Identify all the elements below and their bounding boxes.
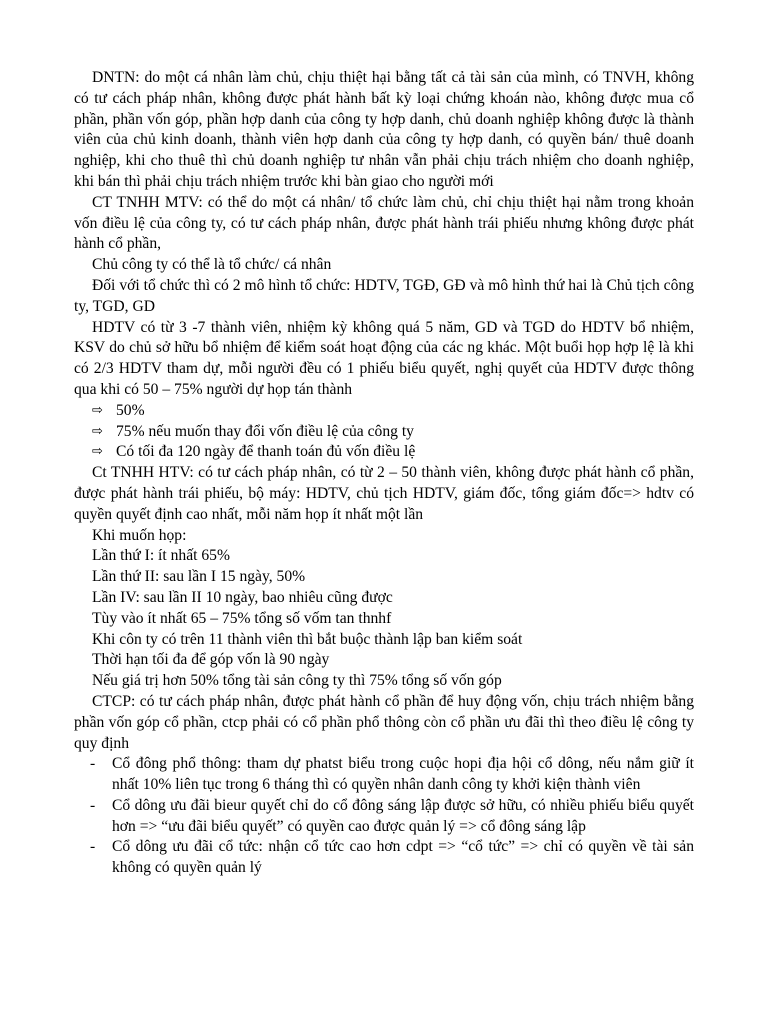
dash-list-item [74,837,694,879]
plain-line: Lần thứ II: sau lần I 15 ngày, 50% [92,568,306,586]
plain-line: Lần thứ I: ít nhất 65% [92,547,230,565]
dash-list-item-text: Cổ dông ưu đãi cổ tức: nhận cổ tức cao hơn cdpt => “cổ tức” => chỉ có quyền về tài sản không có quyền quản lý [112,838,694,877]
arrow-right-icon: ⇨ [92,402,103,418]
paragraph-ct-tnhh-mtv: CT TNHH MTV: có thể do một cá nhân/ tổ chức làm chủ, chỉ chịu thiệt hại nằm trong khoản vốn điều lệ của công ty, có tư cách pháp nhân, được phát hành trái phiếu nhưng không được phát hành cổ phần, [74,193,694,253]
paragraph-ct-tnhh-htv: Ct TNHH HTV: có tư cách pháp nhân, có từ 2 – 50 thành viên, không được phát hành cổ phần, được phát hành trái phiếu, bộ máy: HDTV, chủ tịch HDTV, giám đốc, tổng giám đốc=> hdtv có quyền quyết định cao nhất, mỗi năm họp ít nhất một lần [74,464,694,523]
arrow-list-item-text: 75% nếu muốn thay đổi vốn điều lệ của công ty [116,422,414,440]
plain-line: Lần IV: sau lần II 10 ngày, bao nhiêu cũng được [92,588,393,606]
arrow-right-icon: ⇨ [92,423,103,439]
paragraph-ctcp: CTCP: có tư cách pháp nhân, được phát hành cổ phần để huy động vốn, chịu trách nhiệm bằng phần vốn góp cổ phần, ctcp phải có cổ phần phổ thông còn cổ phần ưu đãi thì theo điều lệ công ty quy định [74,692,694,752]
arrow-list-item [74,422,694,443]
dash-list-item-text: Cổ đông phổ thông: tham dự phatst biểu trong cuộc hopi địa hội cổ dông, nếu nắm giữ ít nhất 10% liên tục trong 6 tháng thì có quyền nhân danh công ty khởi kiện thành viên [112,755,694,794]
document-body [74,68,694,879]
dash-list-item [74,754,694,796]
arrow-list-item [74,442,694,463]
dash-list-item-text: Cổ dông ưu đãi bieur quyết chỉ do cổ đông sáng lập được sở hữu, có nhiều phiếu biểu quyết hơn => “ưu đãi biểu quyết” có quyền cao được quản lý => cổ đông sáng lập [112,796,694,835]
plain-line: Khi côn ty có trên 11 thành viên thì bắt buộc thành lập ban kiểm soát [92,630,523,648]
arrow-list-item-text: Có tối đa 120 ngày để thanh toán đủ vốn điều lệ [116,443,416,461]
paragraph-org-models: Đối với tổ chức thì có 2 mô hình tổ chức: HDTV, TGĐ, GĐ và mô hình thứ hai là Chủ tịch công ty, TGD, GD [74,276,694,315]
dash-bullet: - [90,838,96,856]
plain-line: Nếu giá trị hơn 50% tổng tài sản công ty thì 75% tổng số vốn góp [92,672,502,690]
dash-bullet: - [90,755,96,773]
plain-line: Tùy vào ít nhất 65 – 75% tổng số vốm tan thnhf [92,609,392,627]
dash-list-item [74,796,694,838]
paragraph-owner: Chủ công ty có thể là tổ chức/ cá nhân [92,256,332,274]
arrow-list-item-text: 50% [116,401,145,419]
paragraph-hdtv: HDTV có từ 3 -7 thành viên, nhiệm kỳ không quá 5 năm, GD và TGD do HDTV bổ nhiệm, KSV do chủ sở hữu bổ nhiệm để kiểm soát hoạt động của các ng khác. Một buổi họp hợp lệ là khi có 2/3 HDTV tham dự, mỗi người đều có 1 phiếu biểu quyết, nghị quyết của HDTV được thông qua khi có 50 – 75% người dự họp tán thành [74,318,694,398]
plain-line: Thời hạn tối đa để góp vốn là 90 ngày [92,651,330,669]
arrow-right-icon: ⇨ [92,444,103,460]
plain-line: Khi muốn họp: [92,526,187,544]
arrow-list-item [74,401,694,422]
paragraph-dntn: DNTN: do một cá nhân làm chủ, chịu thiệt hại bằng tất cả tài sản của mình, có TNVH, không có tư cách pháp nhân, không được phát hành bất kỳ loại chứng khoán nào, không được mua cổ phần, phần vốn góp, phần hợp danh của công ty hợp danh, chủ doanh nghiệp không được là thành viên của chủ kinh doanh, thành viên hợp danh của công ty hợp danh, có quyền bán/ thuê doanh nghiệp, khi cho thuê thì chủ doanh nghiệp tư nhân vẫn phải chịu trách nhiệm cho doanh nghiệp, khi bán thì phải chịu trách nhiệm trước khi bàn giao cho người mới [74,69,694,190]
dash-bullet: - [90,796,96,814]
